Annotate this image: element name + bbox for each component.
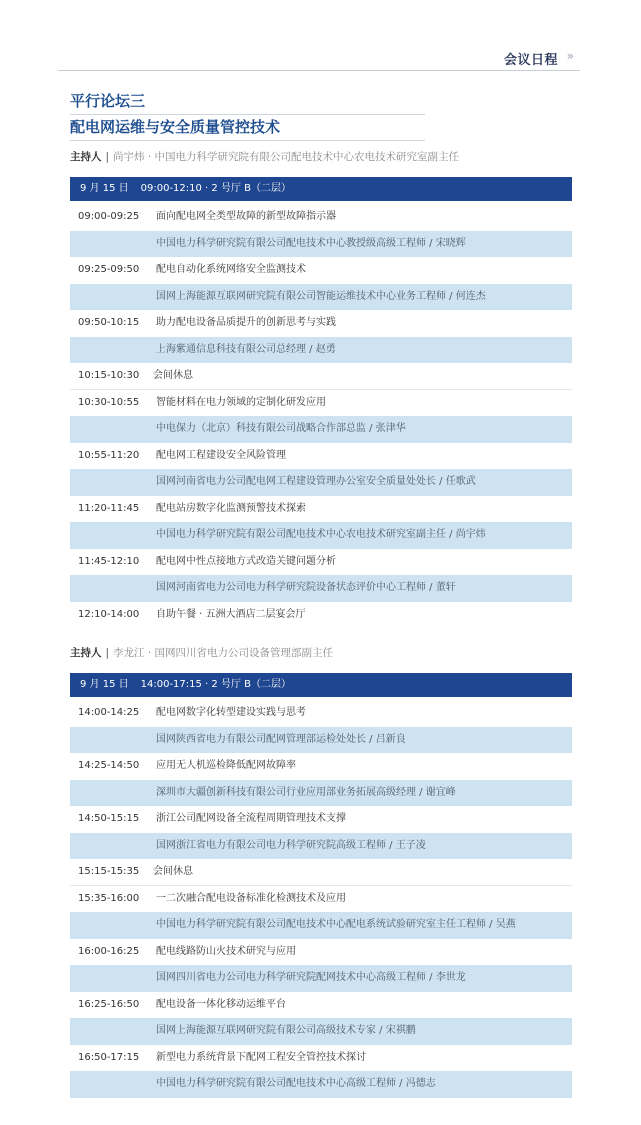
session-date: 9 月 15 日 (80, 183, 129, 194)
agenda-time: 16:50-17:15 (78, 1051, 140, 1063)
session-1-agenda (70, 204, 572, 628)
agenda-row (70, 939, 572, 966)
speaker-row (70, 833, 572, 860)
agenda-title: 配电网中性点接地方式改造关键问题分析 (156, 555, 336, 567)
agenda-row (70, 390, 572, 417)
host-separator: | (105, 151, 110, 163)
agenda-title: 一二次融合配电设备标准化检测技术及应用 (156, 892, 346, 904)
agenda-nav[interactable] (58, 44, 580, 71)
speaker-info: 国网上海能源互联网研究院有限公司智能运维技术中心业务工程师 / 何连杰 (156, 290, 486, 302)
speaker-info: 中国电力科学研究院有限公司配电技术中心教授级高级工程师 / 宋晓辉 (156, 237, 466, 249)
speaker-info: 国网河南省电力公司电力科学研究院设备状态评价中心工程师 / 董轩 (156, 582, 456, 593)
agenda-title: 配电网工程建设安全风险管理 (156, 449, 286, 461)
host-value: 李龙江 · 国网四川省电力公司设备管理部副主任 (113, 647, 334, 659)
agenda-row (70, 806, 572, 833)
double-chevron-right-icon: » (566, 49, 574, 63)
speaker-row (70, 416, 572, 443)
speaker-row (70, 522, 572, 549)
speaker-row (70, 469, 572, 496)
agenda-title: 智能材料在电力领域的定制化研发应用 (156, 396, 326, 408)
agenda-row (70, 886, 572, 913)
session-date: 9 月 15 日 (80, 679, 129, 690)
agenda-row (70, 496, 572, 523)
agenda-time: 12:10-14:00 (78, 608, 140, 620)
speaker-info: 中国电力科学研究院有限公司配电技术中心配电系统试验研究室主任工程师 / 吴燕 (156, 919, 516, 930)
agenda-title: 会间休息 (153, 866, 193, 877)
agenda-row (70, 1045, 572, 1072)
session-2-header-bar (70, 673, 572, 697)
session-slot: 14:00-17:15 · 2 号厅 B（二层） (140, 679, 291, 690)
forum-title: 平行论坛三 (70, 92, 425, 115)
speaker-row (70, 575, 572, 602)
agenda-title: 助力配电设备品质提升的创新思考与实践 (156, 317, 336, 328)
agenda-time: 10:15-10:30 (78, 370, 140, 381)
speaker-row (70, 912, 572, 939)
agenda-row (70, 204, 572, 231)
speaker-info: 中电保力（北京）科技有限公司战略合作部总监 / 张津华 (156, 423, 406, 434)
speaker-info: 深圳市大疆创新科技有限公司行业应用部业务拓展高级经理 / 谢宜峰 (156, 786, 456, 798)
speaker-row (70, 284, 572, 311)
agenda-row (70, 549, 572, 576)
agenda-time: 15:15-15:35 (78, 866, 140, 877)
agenda-time: 09:50-10:15 (78, 317, 140, 328)
session-1-host (70, 149, 459, 164)
agenda-title: 浙江公司配网设备全流程周期管理技术支撑 (156, 813, 346, 824)
speaker-info: 国网河南省电力公司配电网工程建设管理办公室安全质量处处长 / 任歌武 (156, 476, 476, 487)
host-key: 主持人 (70, 151, 102, 163)
speaker-row (70, 965, 572, 992)
forum-subtitle: 配电网运维与安全质量管控技术 (70, 118, 425, 141)
agenda-time: 14:50-15:15 (78, 813, 140, 824)
speaker-info: 中国电力科学研究院有限公司配电技术中心农电技术研究室副主任 / 尚宇炜 (156, 529, 486, 540)
session-slot: 09:00-12:10 · 2 号厅 B（二层） (140, 183, 291, 194)
host-key: 主持人 (70, 647, 102, 659)
agenda-title: 新型电力系统背景下配网工程安全管控技术探讨 (156, 1051, 366, 1063)
speaker-info: 国网陕西省电力有限公司配网管理部运检处处长 / 吕新良 (156, 733, 406, 745)
agenda-time: 10:30-10:55 (78, 396, 140, 408)
speaker-info: 国网四川省电力公司电力科学研究院配网技术中心高级工程师 / 李世龙 (156, 972, 466, 983)
host-value: 尚宇炜 · 中国电力科学研究院有限公司配电技术中心农电技术研究室副主任 (113, 151, 460, 163)
agenda-title: 配电自动化系统网络安全监测技术 (156, 264, 306, 275)
agenda-nav-label[interactable]: 会议日程 (503, 53, 558, 68)
agenda-title: 配电站房数字化监测预警技术探索 (156, 502, 306, 514)
speaker-info: 中国电力科学研究院有限公司配电技术中心高级工程师 / 冯德志 (156, 1078, 436, 1089)
session-2-host (70, 645, 333, 660)
agenda-title: 配电网数字化转型建设实践与思考 (156, 707, 306, 718)
speaker-row (70, 1071, 572, 1098)
agenda-title: 自助午餐 · 五洲大酒店二层宴会厅 (156, 608, 306, 620)
break-row (70, 363, 572, 390)
agenda-time: 10:55-11:20 (78, 449, 140, 461)
agenda-row (70, 257, 572, 284)
agenda-title: 配电设备一体化移动运维平台 (156, 998, 286, 1010)
agenda-title: 应用无人机巡检降低配网故障率 (156, 760, 296, 771)
speaker-info: 国网浙江省电力有限公司电力科学研究院高级工程师 / 王子凌 (156, 839, 426, 851)
agenda-time: 09:00-09:25 (78, 211, 140, 222)
agenda-time: 14:25-14:50 (78, 760, 140, 771)
agenda-time: 11:45-12:10 (78, 555, 140, 567)
session-2-agenda (70, 700, 572, 1098)
speaker-row (70, 727, 572, 754)
speaker-row (70, 780, 572, 807)
agenda-row (70, 310, 572, 337)
agenda-time: 16:25-16:50 (78, 998, 140, 1010)
agenda-row (70, 602, 572, 629)
speaker-info: 国网上海能源互联网研究院有限公司高级技术专家 / 宋祺鹏 (156, 1025, 416, 1036)
agenda-time: 09:25-09:50 (78, 264, 140, 275)
speaker-row (70, 231, 572, 258)
agenda-time: 11:20-11:45 (78, 502, 140, 514)
agenda-time: 14:00-14:25 (78, 707, 140, 718)
agenda-time: 15:35-16:00 (78, 892, 140, 904)
agenda-time: 16:00-16:25 (78, 945, 140, 957)
agenda-row (70, 753, 572, 780)
speaker-row (70, 337, 572, 364)
agenda-row (70, 992, 572, 1019)
host-separator: | (105, 647, 110, 659)
session-1-header-bar (70, 177, 572, 201)
agenda-title: 面向配电网全类型故障的新型故障指示器 (156, 211, 336, 222)
speaker-info: 上海紫通信息科技有限公司总经理 / 赵勇 (156, 343, 336, 355)
break-row (70, 859, 572, 886)
agenda-title: 会间休息 (153, 370, 193, 381)
speaker-row (70, 1018, 572, 1045)
agenda-row (70, 443, 572, 470)
agenda-title: 配电线路防山火技术研究与应用 (156, 945, 296, 957)
agenda-row (70, 700, 572, 727)
